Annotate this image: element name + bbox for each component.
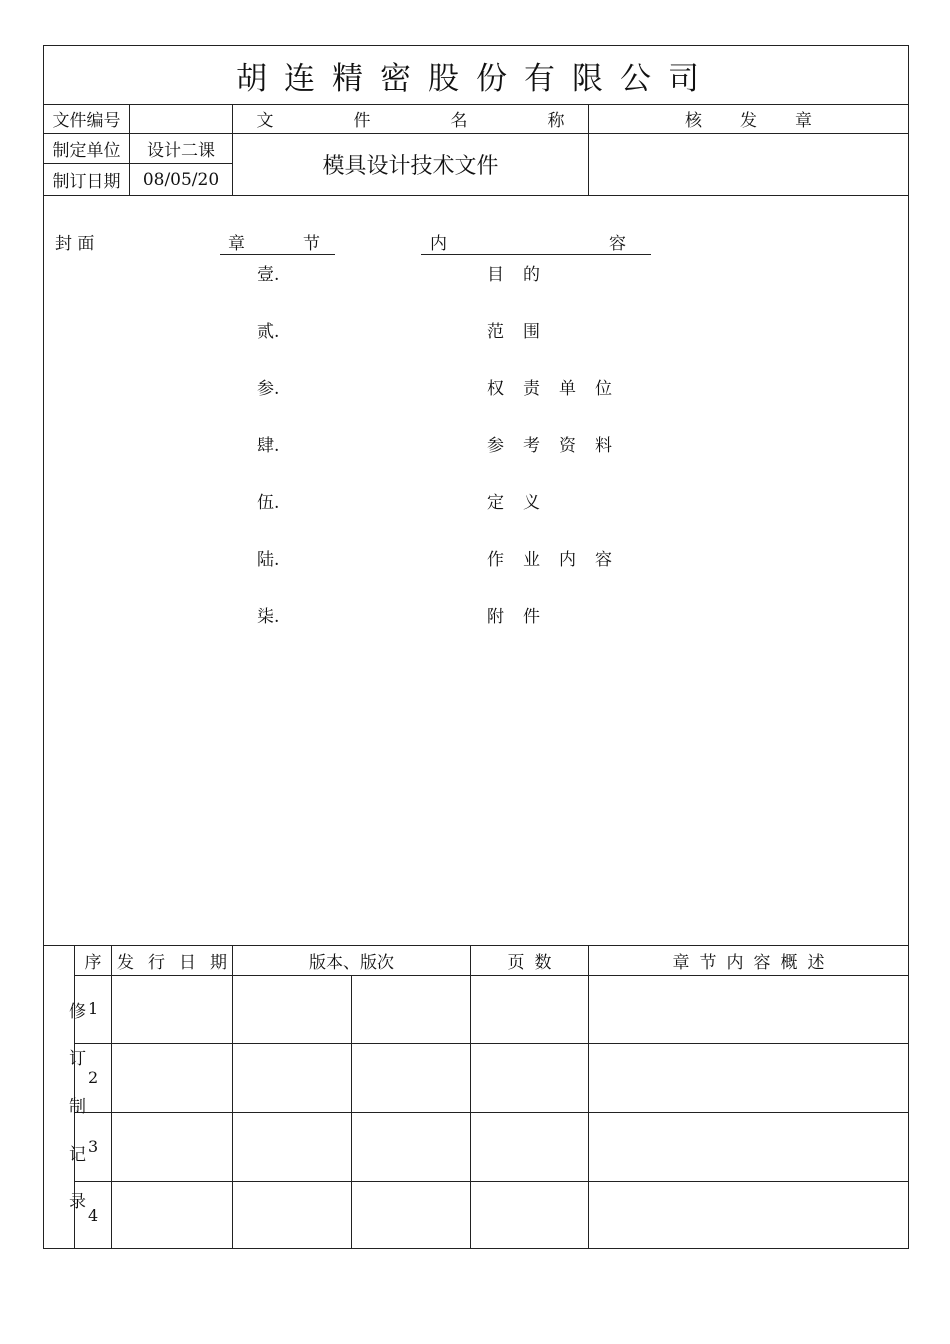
toc-content: 参考资料 xyxy=(487,436,631,456)
date-label: 制订日期 xyxy=(52,172,121,192)
toc-chapter: 肆. xyxy=(257,436,280,456)
rev-row-seq: 3 xyxy=(88,1137,99,1156)
toc-chapter: 参. xyxy=(257,379,280,399)
divider xyxy=(588,945,589,1249)
toc-content: 范围 xyxy=(487,322,559,342)
approval-label: 核发章 xyxy=(685,111,850,131)
rev-row-seq: 2 xyxy=(88,1068,99,1087)
chapter-header: 章节 xyxy=(228,234,378,254)
toc-chapter: 陆. xyxy=(257,550,280,570)
doc-no-value xyxy=(130,104,232,133)
rev-summary-header: 章节内容概述 xyxy=(672,953,835,973)
unit-value: 设计二课 xyxy=(147,141,215,161)
chapter-underline xyxy=(220,254,335,255)
document-frame xyxy=(43,45,909,1249)
divider xyxy=(351,975,352,1249)
toc-chapter: 伍. xyxy=(257,493,280,513)
content-header: 内容 xyxy=(430,234,788,254)
toc-chapter: 贰. xyxy=(257,322,280,342)
divider xyxy=(74,975,908,976)
date-value: 08/05/20 xyxy=(142,169,220,190)
divider xyxy=(232,945,233,1249)
divider xyxy=(470,945,471,1249)
toc-chapter: 柒. xyxy=(257,607,280,627)
revision-side-label-char: 订 xyxy=(69,1049,86,1069)
revision-side-label-char: 记 xyxy=(69,1145,86,1165)
doc-name-label: 文件名称 xyxy=(256,111,645,131)
divider xyxy=(74,1043,908,1044)
rev-row-seq: 4 xyxy=(88,1206,99,1225)
toc-content: 权责单位 xyxy=(487,379,631,399)
rev-seq-header: 序 xyxy=(84,953,102,973)
doc-name-value: 模具设计技术文件 xyxy=(322,154,499,179)
divider xyxy=(74,1112,908,1113)
revision-side-label-char: 制 xyxy=(69,1097,86,1117)
divider xyxy=(111,945,112,1249)
rev-pages-header: 页数 xyxy=(507,953,562,973)
content-underline xyxy=(421,254,651,255)
toc-content: 定义 xyxy=(487,493,559,513)
unit-label: 制定单位 xyxy=(52,141,121,161)
rev-version-header: 版本、版次 xyxy=(309,953,394,973)
rev-date-header: 发行日期 xyxy=(117,953,241,973)
revision-side-label-char: 录 xyxy=(69,1192,86,1212)
toc-chapter: 壹. xyxy=(257,265,280,285)
toc-content: 目的 xyxy=(487,265,559,285)
divider xyxy=(74,1181,908,1182)
cover-label: 封 面 xyxy=(55,234,95,254)
toc-content: 附件 xyxy=(487,607,559,627)
divider xyxy=(44,195,908,196)
company-title: 胡连精密股份有限公司 xyxy=(236,60,716,97)
doc-no-label: 文件编号 xyxy=(52,111,121,131)
revision-side-label-char: 修 xyxy=(69,1002,86,1022)
approval-stamp-area xyxy=(589,134,908,195)
rev-row-seq: 1 xyxy=(88,999,99,1018)
toc-content: 作业内容 xyxy=(487,550,631,570)
